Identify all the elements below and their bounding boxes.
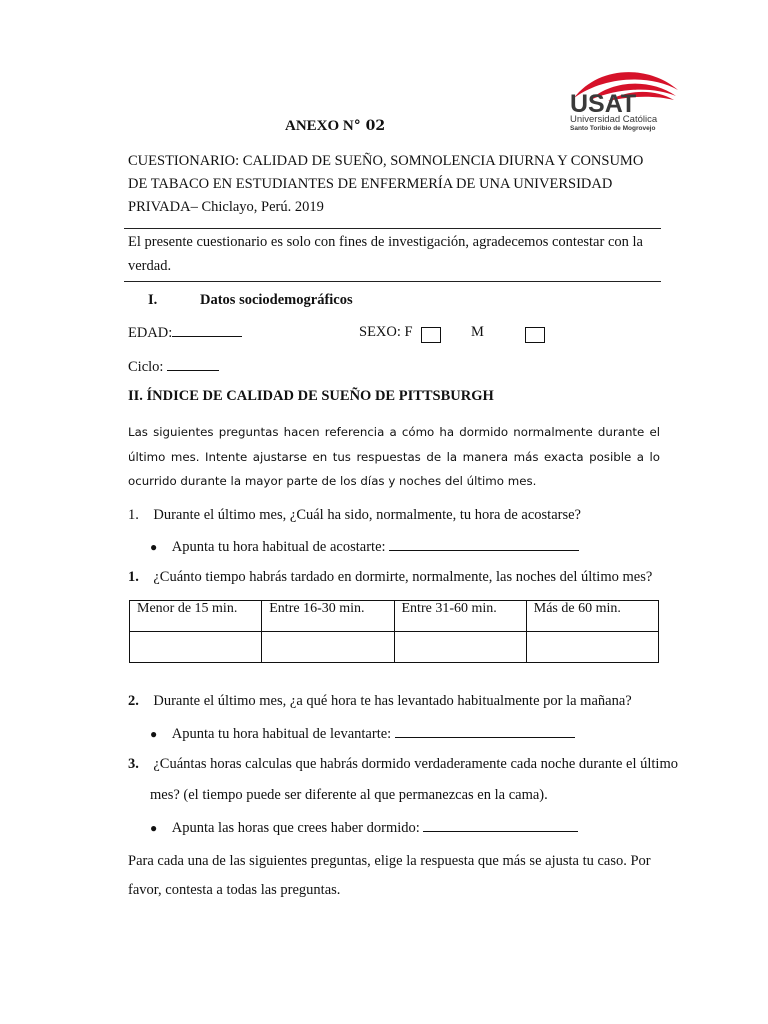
anexo-heading — [285, 118, 385, 135]
sexo-f-checkbox[interactable] — [421, 327, 441, 343]
usat-logo — [568, 68, 680, 134]
question-2-text: Durante el último mes, ¿a qué hora te has levantado habitualmente por la mañana? — [153, 693, 632, 709]
edad-label: EDAD: — [128, 325, 173, 341]
answer-cell[interactable] — [130, 632, 262, 663]
table-row — [130, 632, 659, 663]
bullet-icon: ● — [150, 821, 158, 835]
section-2-instructions: Las siguientes preguntas hacen referencia a cómo ha dormido normalmente durante el último mes. Intente ajustarse en tus respuestas de la manera más exacta posible a lo ocurrido durante la mayor parte de los días y noches del último mes. — [128, 425, 660, 488]
question-3-answer-input[interactable] — [423, 817, 578, 832]
sexo-m-label: M — [471, 324, 484, 340]
question-1b-text: ¿Cuánto tiempo habrás tardado en dormirte, normalmente, las noches del último mes? — [153, 569, 653, 585]
question-1-bullet — [150, 536, 579, 557]
question-3-text-line-2: mes? (el tiempo puede ser diferente al que permanezcas en la cama). — [150, 787, 548, 803]
anexo-number: ° 02 — [353, 118, 386, 134]
question-1b — [128, 567, 652, 587]
question-1-text: Durante el último mes, ¿Cuál ha sido, normalmente, tu hora de acostarse? — [153, 507, 581, 523]
divider-bottom — [124, 281, 661, 282]
question-2 — [128, 691, 632, 711]
edad-row — [128, 322, 242, 343]
question-1-number: 1. — [128, 507, 139, 523]
question-3-number: 3. — [128, 756, 139, 772]
question-3 — [128, 754, 678, 774]
sexo-f-label: SEXO: F — [359, 324, 413, 340]
option-cell: Más de 60 min. — [526, 601, 658, 632]
ciclo-label: Ciclo: — [128, 359, 164, 375]
question-3-bullet-text: Apunta las horas que crees haber dormido: — [171, 820, 420, 836]
intro-text: El presente cuestionario es solo con fines de investigación, agradecemos contestar con la verdad. — [128, 234, 643, 274]
anexo-label: ANEXO N — [285, 118, 354, 134]
question-3-bullet — [150, 817, 578, 838]
table-row — [130, 601, 659, 632]
question-2-bullet — [150, 723, 575, 744]
logo-wordmark: USAT — [570, 90, 637, 118]
section-1-numeral: I. — [148, 292, 158, 308]
question-1b-number: 1. — [128, 569, 139, 585]
answer-cell[interactable] — [526, 632, 658, 663]
answer-cell[interactable] — [394, 632, 526, 663]
section-2-heading: II. ÍNDICE DE CALIDAD DE SUEÑO DE PITTSBURGH — [128, 388, 494, 404]
bullet-icon: ● — [150, 540, 158, 554]
sexo-m-checkbox[interactable] — [525, 327, 545, 343]
option-cell: Menor de 15 min. — [130, 601, 262, 632]
option-cell: Entre 31-60 min. — [394, 601, 526, 632]
logo-subtitle-2: Santo Toribio de Mogrovejo — [570, 125, 656, 132]
question-2-answer-input[interactable] — [395, 723, 575, 738]
section-1-title: Datos sociodemográficos — [200, 292, 353, 308]
question-1-bullet-text: Apunta tu hora habitual de acostarte: — [171, 539, 386, 555]
section-1-heading — [148, 292, 353, 309]
sleep-latency-table — [129, 600, 659, 663]
edad-input[interactable] — [172, 322, 242, 337]
divider-top — [124, 228, 661, 229]
question-2-bullet-text: Apunta tu hora habitual de levantarte: — [171, 726, 392, 742]
ciclo-row — [128, 356, 219, 377]
answer-cell[interactable] — [262, 632, 394, 663]
logo-subtitle: Universidad Católica — [570, 114, 658, 125]
option-cell: Entre 16-30 min. — [262, 601, 394, 632]
ciclo-input[interactable] — [167, 356, 219, 371]
question-2-number: 2. — [128, 693, 139, 709]
question-3-text-line-1: ¿Cuántas horas calculas que habrás dormido verdaderamente cada noche durante el último — [153, 756, 678, 772]
closing-instructions: Para cada una de las siguientes preguntas, elige la respuesta que más se ajusta tu caso. Por favor, contesta a todas las preguntas. — [128, 853, 651, 898]
document-title: CUESTIONARIO: CALIDAD DE SUEÑO, SOMNOLENCIA DIURNA Y CONSUMO DE TABACO EN ESTUDIANTES DE ENFERMERÍA DE UNA UNIVERSIDAD PRIVADA– Chiclayo, Perú. 2019 — [128, 153, 644, 215]
question-1 — [128, 505, 581, 525]
bullet-icon: ● — [150, 727, 158, 741]
question-1-answer-input[interactable] — [389, 536, 579, 551]
